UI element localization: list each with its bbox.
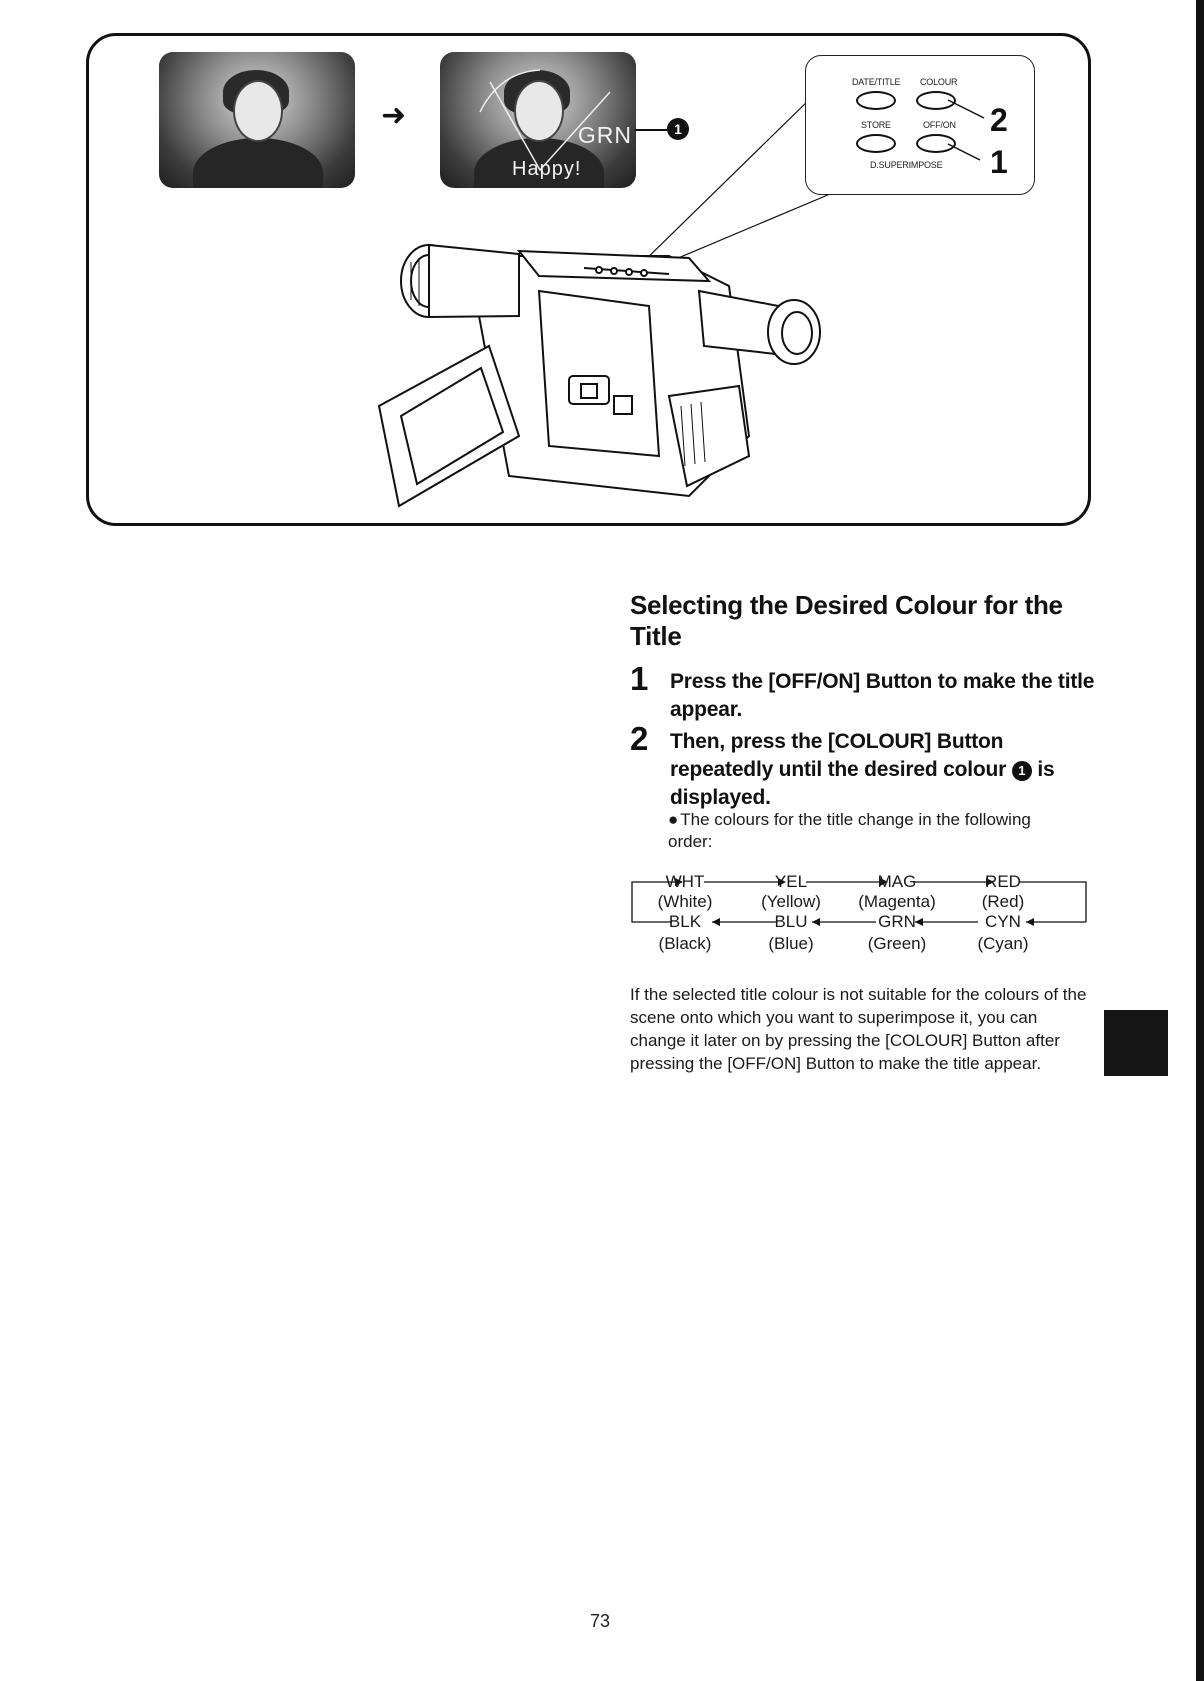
bullet-icon: ● bbox=[668, 810, 679, 829]
page-number: 73 bbox=[589, 1611, 611, 1631]
colour-code-grn: GRN bbox=[878, 912, 916, 931]
colour-name-blue: (Blue) bbox=[768, 934, 814, 953]
off-on-label: OFF/ON bbox=[923, 120, 956, 130]
page-edge bbox=[1196, 0, 1204, 1681]
colour-name-white: (White) bbox=[657, 892, 713, 911]
colour-code-yel: YEL bbox=[774, 872, 808, 891]
arrow-right-icon: ➜ bbox=[381, 99, 407, 132]
step-text-part: Then, press the [COLOUR] Button repeatedly until the desired colour bbox=[670, 730, 1007, 781]
callout-marker-1-inline: 1 bbox=[1012, 761, 1032, 781]
step-text-part: is displayed. bbox=[670, 758, 1055, 809]
title-text-overlay: Happy! bbox=[512, 158, 582, 180]
colour-order-note bbox=[668, 809, 1078, 853]
colour-code-blu: BLU bbox=[774, 912, 808, 931]
step-text: Press the [OFF/ON] Button to make the title appear. bbox=[670, 670, 1095, 721]
step-number: 2 bbox=[630, 720, 649, 757]
colour-code-blk: BLK bbox=[668, 912, 702, 931]
button-panel-closeup bbox=[805, 55, 1035, 195]
superimpose-label: D.SUPERIMPOSE bbox=[870, 160, 943, 170]
panel-step-marker-2: 2 bbox=[990, 102, 1008, 138]
step-text bbox=[670, 728, 1100, 812]
colour-code-wht: WHT bbox=[665, 872, 705, 891]
colour-code-mag: MAG bbox=[877, 872, 917, 891]
step-number: 1 bbox=[630, 660, 649, 697]
colour-name-magenta: (Magenta) bbox=[858, 892, 936, 911]
date-title-label: DATE/TITLE bbox=[852, 77, 901, 87]
colour-name-green: (Green) bbox=[867, 934, 927, 953]
colour-code-red: RED bbox=[985, 872, 1021, 891]
illustration-figure bbox=[86, 33, 1091, 526]
section-tab-marker bbox=[1104, 1010, 1168, 1076]
colour-label: COLOUR bbox=[920, 77, 958, 87]
colour-name-red: (Red) bbox=[981, 892, 1025, 911]
colour-name-yellow: (Yellow) bbox=[761, 892, 821, 911]
callout-marker-1: 1 bbox=[667, 118, 689, 140]
body-paragraph: If the selected title colour is not suitable for the colours of the scene onto which you want to superimpose it, you can change it later on by pressing the [COLOUR] Button after pressing the [OFF/ON] Button to make the title appear. bbox=[630, 985, 1087, 1073]
store-label: STORE bbox=[861, 120, 891, 130]
title-colour-indicator: GRN bbox=[577, 122, 632, 148]
camcorder-illustration bbox=[369, 196, 929, 516]
colour-name-black: (Black) bbox=[658, 934, 712, 953]
section-heading: Selecting the Desired Colour for the Title bbox=[630, 590, 1063, 651]
note-text: The colours for the title change in the following order: bbox=[668, 810, 1031, 851]
colour-order-diagram bbox=[630, 870, 1090, 970]
colour-code-cyn: CYN bbox=[985, 912, 1021, 931]
colour-name-cyan: (Cyan) bbox=[977, 934, 1029, 953]
panel-step-marker-1: 1 bbox=[990, 144, 1008, 180]
